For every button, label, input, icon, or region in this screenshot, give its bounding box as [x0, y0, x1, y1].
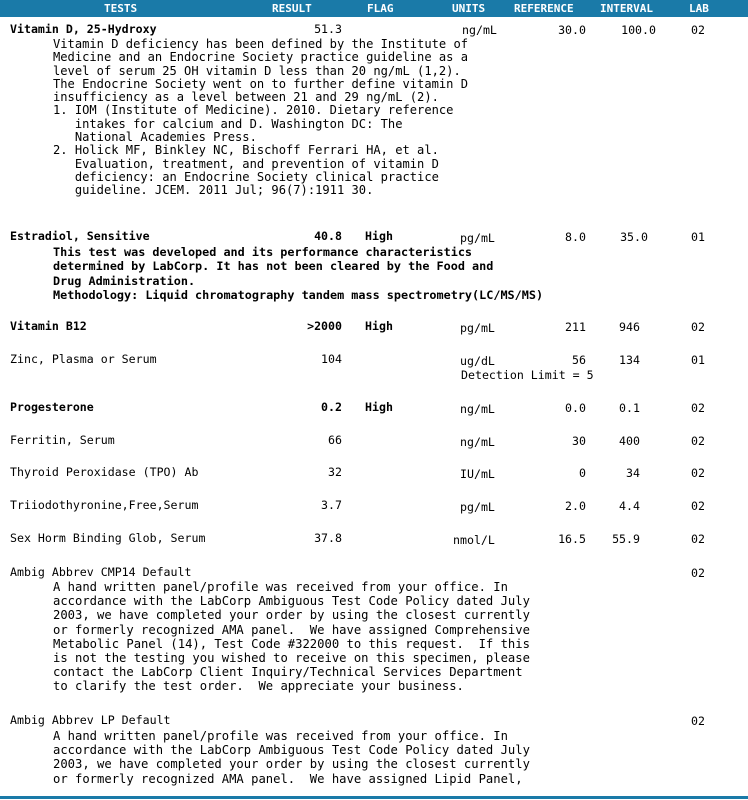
test-note: This test was developed and its performance characteristics determined by LabCorp. It has not been cleared by the Food and Drug Administration. Methodology: Liquid chromatography tandem mass spectrometry(LC/MS/MS) [53, 245, 544, 302]
reference-high: 34 [626, 466, 640, 480]
lab-code: 02 [691, 714, 705, 728]
flag-value: High [365, 400, 393, 414]
units: ng/mL [460, 402, 495, 416]
table-header [0, 0, 748, 17]
units: ng/mL [462, 23, 497, 37]
lab-code: 02 [691, 499, 705, 513]
reference-high: 55.9 [612, 532, 640, 546]
reference-low: 2.0 [565, 499, 586, 513]
test-name: Vitamin B12 [10, 319, 87, 333]
result-value: 0.2 [321, 400, 342, 414]
result-value: 66 [328, 433, 342, 447]
reference-high: 400 [619, 434, 640, 448]
test-name: Thyroid Peroxidase (TPO) Ab [10, 465, 199, 479]
header-reference: REFERENCE [514, 2, 574, 15]
test-name: Zinc, Plasma or Serum [10, 352, 157, 366]
test-name: Estradiol, Sensitive [10, 229, 150, 243]
units: ug/dL [460, 354, 495, 368]
lab-code: 02 [691, 566, 705, 580]
test-note: A hand written panel/profile was received from your office. In accordance with the LabCorp Ambiguous Test Code Policy dated July 2003, we have completed your order by using the closest currently or formerly recognized AMA panel. We have assigned Lipid Panel, [53, 729, 530, 786]
header-interval: INTERVAL [600, 2, 653, 15]
flag-value: High [365, 319, 393, 333]
test-note: A hand written panel/profile was received from your office. In accordance with the LabCorp Ambiguous Test Code Policy dated July 2003, we have completed your order by using the closest currently or formerly recognized AMA panel. We have assigned Comprehensive Metabolic Panel (14), Test Code #322000 to this request. If this is not the testing you wished to receive on this specimen, please contact the LabCorp Client Inquiry/Technical Services Department to clarify the test order. We appreciate your business. [53, 580, 530, 694]
result-value: 40.8 [314, 229, 342, 243]
reference-low: 16.5 [558, 532, 586, 546]
header-flag: FLAG [367, 2, 394, 15]
reference-low: 0 [579, 466, 586, 480]
reference-high: 35.0 [620, 230, 648, 244]
units: pg/mL [460, 321, 495, 335]
reference-low: 30.0 [558, 23, 586, 37]
reference-high: 100.0 [621, 23, 656, 37]
result-value: 104 [321, 352, 342, 366]
test-name: Sex Horm Binding Glob, Serum [10, 531, 206, 545]
lab-code: 02 [691, 401, 705, 415]
test-name: Progesterone [10, 400, 94, 414]
header-units: UNITS [452, 2, 486, 15]
reference-low: 0.0 [565, 401, 586, 415]
test-note: Vitamin D deficiency has been defined by the Institute of Medicine and an Endocrine Society practice guideline as a level of serum 25 OH vitamin D less than 20 ng/mL (1,2). The Endocrine Society went on to further define vitamin D insufficiency as a level between 21 and 29 ng/mL (2). 1. IOM (Institute of Medicine). 2010. Dietary reference intakes for calcium and D. Washington DC: The National Academies Press. 2. Holick MF, Binkley NC, Bischoff Ferrari HA, et al. Evaluation, treatment, and prevention of vitamin D deficiency: an Endocrine Society clinical practice guideline. JCEM. 2011 Jul; 96(7):1911 30. [53, 37, 469, 198]
reference-high: 0.1 [619, 401, 640, 415]
lab-code: 02 [691, 466, 705, 480]
lab-code: 02 [691, 532, 705, 546]
lab-code: 02 [691, 23, 705, 37]
header-result: RESULT [272, 2, 312, 15]
units: pg/mL [460, 231, 495, 245]
header-lab: LAB [689, 2, 709, 15]
test-name: Vitamin D, 25-Hydroxy [10, 22, 157, 36]
units: ng/mL [460, 435, 495, 449]
lab-code: 01 [691, 353, 705, 367]
test-name: Ferritin, Serum [10, 433, 115, 447]
test-name: Triiodothyronine,Free,Serum [10, 498, 199, 512]
lab-code: 01 [691, 230, 705, 244]
result-value: 51.3 [314, 22, 342, 36]
reference-low: 211 [565, 320, 586, 334]
flag-value: High [365, 229, 393, 243]
units: IU/mL [460, 467, 495, 481]
test-name: Ambig Abbrev LP Default [10, 713, 171, 727]
header-tests: TESTS [104, 2, 138, 15]
units: pg/mL [460, 500, 495, 514]
reference-high: 134 [619, 353, 640, 367]
lab-code: 02 [691, 434, 705, 448]
result-value: 3.7 [321, 498, 342, 512]
reference-high: 4.4 [619, 499, 640, 513]
result-value: >2000 [307, 319, 342, 333]
bottom-divider [0, 796, 748, 799]
reference-low: 8.0 [565, 230, 586, 244]
result-value: 37.8 [314, 531, 342, 545]
reference-high: 946 [619, 320, 640, 334]
lab-code: 02 [691, 320, 705, 334]
reference-low: 30 [572, 434, 586, 448]
reference-low: 56 [572, 353, 586, 367]
result-value: 32 [328, 465, 342, 479]
test-name: Ambig Abbrev CMP14 Default [10, 565, 192, 579]
units: nmol/L [453, 533, 495, 547]
detection-limit: Detection Limit = 5 [461, 368, 594, 382]
